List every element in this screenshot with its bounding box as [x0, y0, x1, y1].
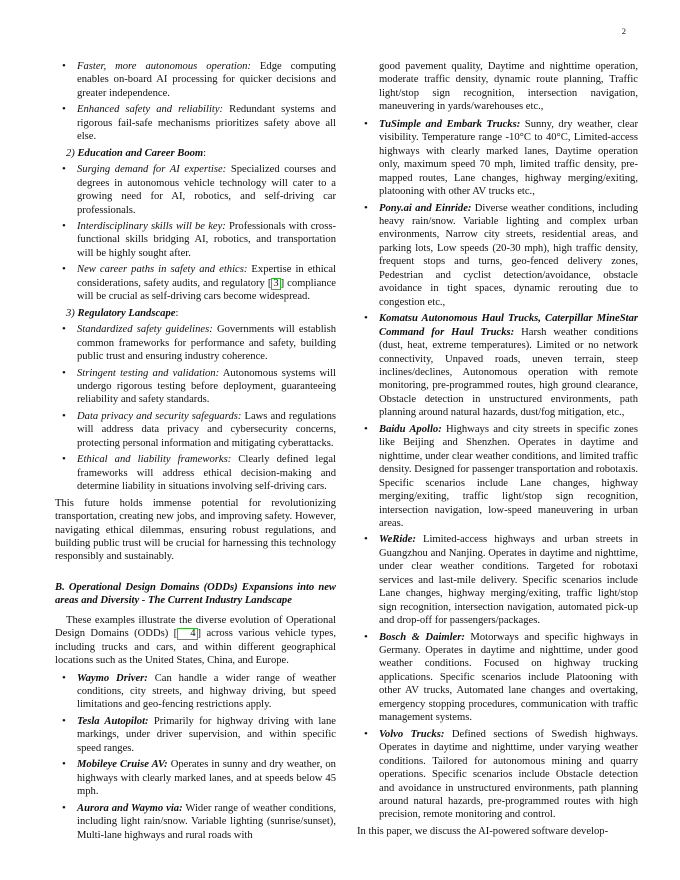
list-item: • Data privacy and security safeguards: Laws and regulations will address data privacy and cybersecurity concerns, protecting personal information and mitigating cyberattacks. [55, 410, 336, 450]
list-item: • Stringent testing and validation: Autonomous systems will undergo rigorous testing before deployment, guaranteeing reliability and safety standards. [55, 367, 336, 407]
paragraph-end: In this paper, we discuss the AI-powered software develop- [357, 825, 609, 837]
list-item: • Tesla Autopilot: Primarily for highway driving with lane markings, under driver supervision, and within specific speed ranges. [55, 715, 336, 755]
list-item: • Ethical and liability frameworks: Clearly defined legal frameworks will address ethical decision-making and determine liability in situations involving self-driving cars. [55, 453, 336, 493]
list-item: • Baidu Apollo: Highways and city streets in specific zones like Beijing and Shenzhen. Operates in daytime and nighttime, under clear weather conditions, and limited traffic density. Designed for passenger transportation and robotaxis. Specific scenarios include Lane changes, highway merging/exiting, traffic light/stop sign recognition, intersection navigation, low-speed maneuvering in urban areas. [357, 423, 638, 531]
list-item: • Surging demand for AI expertise: Specialized courses and degrees in autonomous vehicle technology will cater to a growing need for AI, robotics, and self-driving car professionals. [55, 163, 336, 217]
citation-link[interactable]: 4 [177, 628, 197, 640]
list-item: • Faster, more autonomous operation: Edge computing enables on-board AI processing for quicker decisions and greater independence. [55, 60, 336, 100]
list-item: • Pony.ai and Einride: Diverse weather conditions, including heavy rain/snow. Variable lighting and complex urban environments, Narrow city streets, residential areas, and parking lots, Low speeds (20-30 mph), high traffic density, frequent stops and turns, geo-fenced delivery zones, Pedestrian and cyclist detection/avoidance, obstacle avoidance in tight spaces, dynamic rerouting due to congestion etc., [357, 202, 638, 310]
odd-examples-list-continued [357, 118, 638, 822]
citation-link[interactable]: 3 [273, 277, 279, 289]
list-item: • Volvo Trucks: Defined sections of Swedish highways. Operates in daytime and nighttime, under varying weather conditions. Tailored for autonomous mining and quarry operations. Specific scenarios include Obstacle detection and avoidance in unstructured environments, path planning around natural hazards, pre-programmed routes with high precision, remote monitoring and control. [357, 728, 638, 822]
list-item: • TuSimple and Embark Trucks: Sunny, dry weather, clear visibility. Temperature range -10°C to 40°C, Limited-access highways with clearly marked lanes, Daytime operation only, maximum speed 70 mph, limited traffic density, pre-mapped routes, Lane changes, highway merging/exiting, platooning with other AV trucks etc., [357, 118, 638, 199]
list-item: • Mobileye Cruise AV: Operates in sunny and dry weather, on highways with clearly marked lanes, and at speeds below 45 mph. [55, 758, 336, 798]
benefits-list [55, 60, 336, 144]
list-item: • New career paths in safety and ethics: Expertise in ethical considerations, safety audits, and regulatory [ 3 ] compliance will be crucial as self-driving cars become widespread. [55, 263, 336, 303]
list-item: • WeRide: Limited-access highways and urban streets in Guangzhou and Nanjing. Operates in daytime and nighttime, under clear weather conditions. Targeted for robotaxi services and last-mile delivery. Specific scenarios include Lane changes, highway merging/exiting, traffic light/stop sign recognition, intersection navigation, automated pick-up and drop-off for passengers/packages. [357, 533, 638, 627]
right-column [357, 60, 638, 842]
list-item: • Enhanced safety and reliability: Redundant systems and rigorous fail-safe mechanisms prioritizes safety above all else. [55, 103, 336, 143]
list-item: • Interdisciplinary skills will be key: Professionals with cross-functional skills bridging AI, robotics, and transportation will be highly sought after. [55, 220, 336, 260]
list-item: • Waymo Driver: Can handle a wider range of weather conditions, city streets, and highway driving, but speed limitations and geo-fencing restrictions apply. [55, 672, 336, 712]
regulatory-list [55, 323, 336, 493]
section-heading-b: B. Operational Design Domains (ODDs) Expansions into new areas and Diversity - The Current Industry Landscape [55, 581, 336, 607]
left-column [55, 60, 336, 845]
subsection-heading-regulatory: 3) Regulatory Landscape: [66, 307, 179, 319]
list-item-continuation: good pavement quality, Daytime and nighttime operation, moderate traffic density, dynamic route planning, Traffic light/stop sign recognition, intersection navigation, maneuvering in yards/warehouses etc., [379, 61, 638, 113]
odd-examples-list [55, 672, 336, 842]
page-number: 2 [621, 26, 626, 36]
education-list [55, 163, 336, 304]
subsection-heading-education: 2) Education and Career Boom: [66, 147, 207, 159]
list-item: • Komatsu Autonomous Haul Trucks, Caterpillar MineStar Command for Haul Trucks: Harsh weather conditions (dust, heat, extreme temperatures). Limited or no network connectivity, Unpaved roads, uneven terrain, steep inclines/declines, Autonomous operation with remote monitoring, pre-programmed routes, high ground clearance, Obstacle detection in unstructured environments, path planning around natural hazards, dust/fog mitigation, etc., [357, 312, 638, 420]
list-item: • Standardized safety guidelines: Governments will establish common frameworks for performance and safety, building public trust and ensuring industry coherence. [55, 323, 336, 363]
paragraph-odd: These examples illustrate the diverse evolution of Operational Design Domains (ODDs) [ 4 ] across various vehicle types, including trucks and cars, and within different geographical locations such as the United States, China, and Europe. [55, 614, 336, 667]
list-item: • Bosch & Daimler: Motorways and specific highways in Germany. Operates in daytime and nighttime, under good weather conditions. Focused on highway trucking applications. Specific scenarios include Platooning with other AV trucks, Automated lane changes and overtaking, emergency stopping procedures, communication with traffic management systems. [357, 631, 638, 725]
paragraph-future: This future holds immense potential for revolutionizing transportation, creating new jobs, and improving safety. However, navigating ethical dilemmas, ensuring robust regulations, and building public trust will be crucial for harnessing this technology responsibly and sustainably. [55, 497, 336, 563]
list-item: • Aurora and Waymo via: Wider range of weather conditions, including light rain/snow. Variable lighting (sunrise/sunset), Multi-lane highways and rural roads with [55, 802, 336, 842]
